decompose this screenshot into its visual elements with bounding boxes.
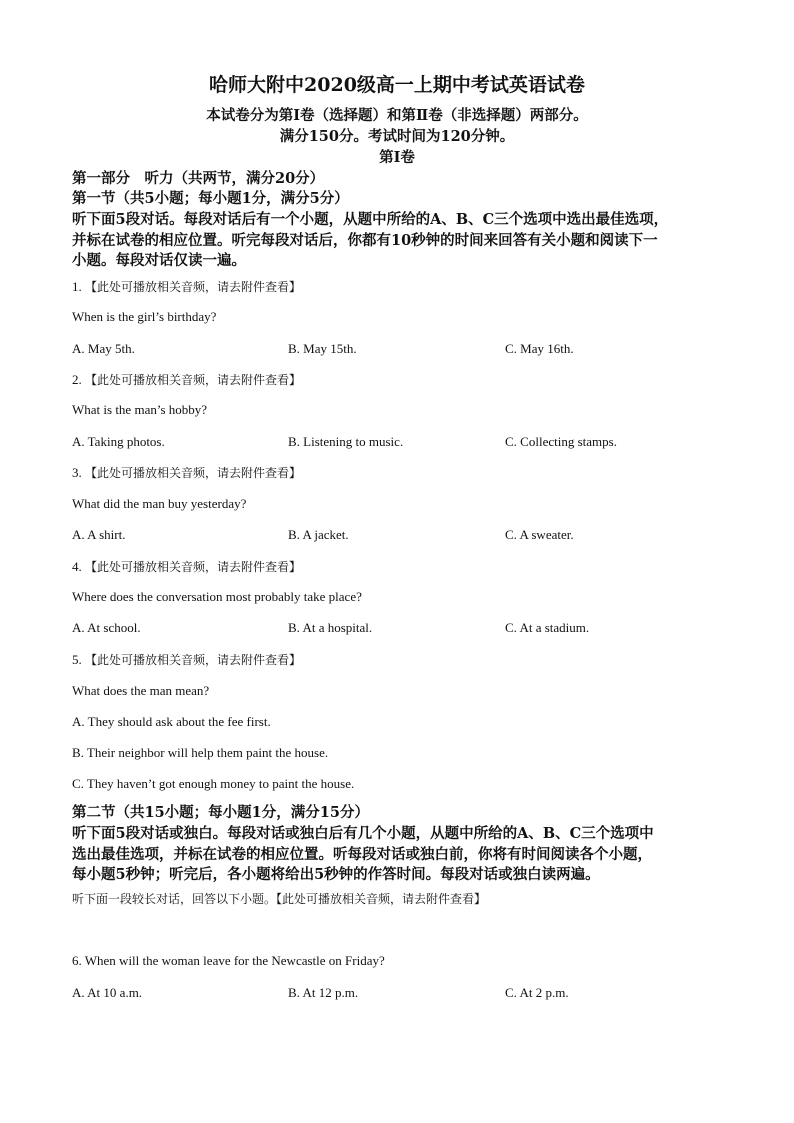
question-number: 1. — [72, 279, 82, 294]
audio-note: 【此处可播放相关音频，请去附件查看】 — [85, 466, 302, 480]
question-3-option-a[interactable]: A. A shirt. — [72, 527, 126, 542]
question-3-text: What did the man buy yesterday? — [72, 496, 247, 511]
part1-heading: 第一部分 听力（共两节，满分20分） — [72, 170, 325, 187]
question-number: 2. — [72, 372, 82, 387]
section2-instruction-line-2: 选出最佳选项，并标在试卷的相应位置。听每段对话或独白前，你将有时间阅读各个小题， — [72, 846, 652, 863]
question-6-option-c[interactable]: C. At 2 p.m. — [505, 985, 569, 1000]
exam-title: 哈师大附中2020级高一上期中考试英语试卷 — [209, 74, 585, 96]
question-5-option-c[interactable]: C. They haven’t got enough money to paint the house. — [72, 776, 355, 791]
audio-note: 【此处可播放相关音频，请去附件查看】 — [85, 653, 302, 667]
question-2-text: What is the man’s hobby? — [72, 402, 208, 417]
question-5-option-a[interactable]: A. They should ask about the fee first. — [72, 714, 271, 729]
question-1-option-c[interactable]: C. May 16th. — [505, 341, 574, 356]
question-number: 5. — [72, 652, 82, 667]
question-1-option-b[interactable]: B. May 15th. — [288, 341, 357, 356]
section1-heading: 第一节（共5小题；每小题1分，满分5分） — [72, 190, 349, 207]
question-1-audio-line — [72, 278, 301, 295]
question-4-option-a[interactable]: A. At school. — [72, 620, 141, 635]
exam-intro-line-2: 满分150分。考试时间为120分钟。 — [279, 128, 515, 145]
section1-instruction-line-1: 听下面5段对话。每段对话后有一个小题，从题中所给的A、B、C三个选项中选出最佳选项， — [72, 211, 669, 228]
exam-intro-line-1: 本试卷分为第Ⅰ卷（选择题）和第Ⅱ卷（非选择题）两部分。 — [206, 107, 588, 124]
question-number: 4. — [72, 559, 82, 574]
question-5-option-b[interactable]: B. Their neighbor will help them paint the house. — [72, 745, 329, 760]
question-6-option-a[interactable]: A. At 10 a.m. — [72, 985, 143, 1000]
section2-lead-text: 听下面一段较长对话，回答以下小题。【此处可播放相关音频，请去附件查看】 — [72, 892, 487, 906]
question-1-option-a[interactable]: A. May 5th. — [72, 341, 135, 356]
question-2-audio-line — [72, 371, 301, 388]
question-3-audio-line — [72, 464, 301, 481]
question-5-audio-line — [72, 651, 301, 668]
question-number: 3. — [72, 465, 82, 480]
question-2-option-b[interactable]: B. Listening to music. — [288, 434, 404, 449]
question-6-text: 6. When will the woman leave for the Newcastle on Friday? — [72, 953, 385, 968]
question-6-option-b[interactable]: B. At 12 p.m. — [288, 985, 359, 1000]
question-4-audio-line — [72, 558, 301, 575]
section2-heading: 第二节（共15小题；每小题1分，满分15分） — [72, 804, 369, 821]
section2-instruction-line-3: 每小题5秒钟；听完后，各小题将给出5秒钟的作答时间。每段对话或独白读两遍。 — [72, 866, 600, 883]
section1-instruction-line-3: 小题。每段对话仅读一遍。 — [72, 252, 246, 269]
volume-label: 第Ⅰ卷 — [379, 149, 415, 166]
section1-instruction-line-2: 并标在试卷的相应位置。听完每段对话后，你都有10秒钟的时间来回答有关小题和阅读下一 — [72, 232, 658, 249]
question-3-option-b[interactable]: B. A jacket. — [288, 527, 349, 542]
question-1-text: When is the girl’s birthday? — [72, 309, 217, 324]
audio-note: 【此处可播放相关音频，请去附件查看】 — [85, 280, 302, 294]
question-3-option-c[interactable]: C. A sweater. — [505, 527, 574, 542]
question-4-option-c[interactable]: C. At a stadium. — [505, 620, 590, 635]
question-4-option-b[interactable]: B. At a hospital. — [288, 620, 373, 635]
audio-note: 【此处可播放相关音频，请去附件查看】 — [85, 373, 302, 387]
question-4-text: Where does the conversation most probably take place? — [72, 589, 362, 604]
question-5-text: What does the man mean? — [72, 683, 210, 698]
audio-note: 【此处可播放相关音频，请去附件查看】 — [85, 560, 302, 574]
question-2-option-a[interactable]: A. Taking photos. — [72, 434, 165, 449]
section2-instruction-line-1: 听下面5段对话或独白。每段对话或独白后有几个小题，从题中所给的A、B、C三个选项中 — [72, 825, 654, 842]
question-2-option-c[interactable]: C. Collecting stamps. — [505, 434, 617, 449]
